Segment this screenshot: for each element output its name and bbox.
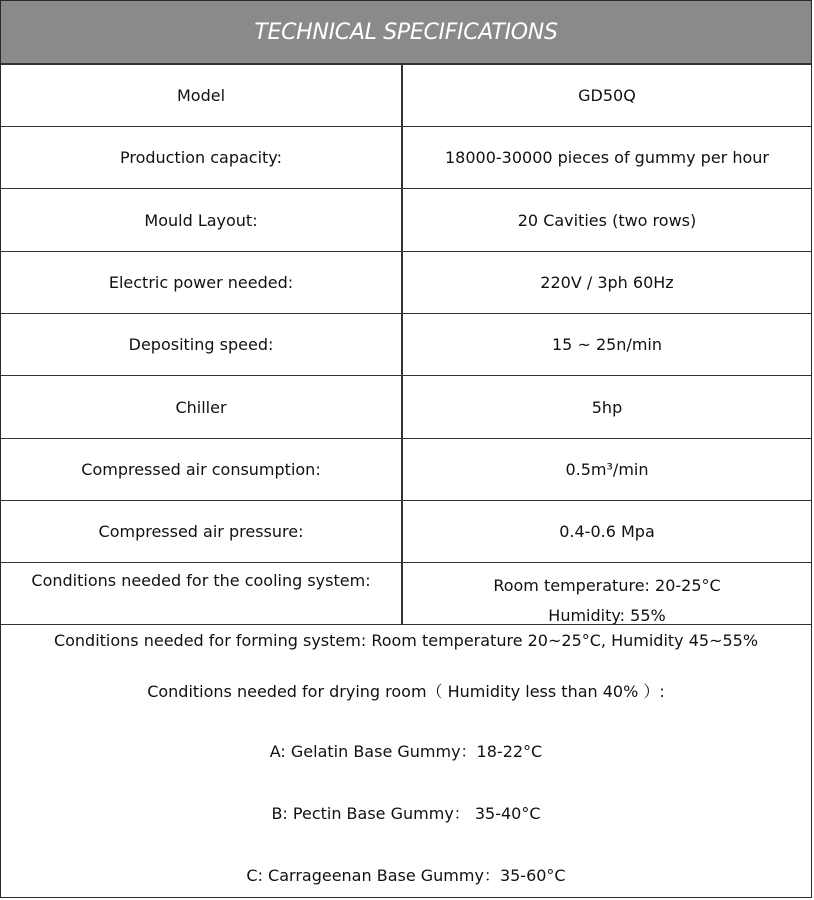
spec-label: Chiller <box>1 376 403 438</box>
spec-label: Mould Layout: <box>1 189 403 251</box>
spec-title: TECHNICAL SPECIFICATIONS <box>1 1 811 65</box>
spec-label: Compressed air consumption: <box>1 439 403 500</box>
spec-row-mould <box>1 189 811 252</box>
carrageenan-base-gummy: C: Carrageenan Base Gummy：35-60°C <box>246 866 566 885</box>
forming-conditions: Conditions needed for forming system: Room temperature 20~25°C, Humidity 45~55% <box>53 631 759 650</box>
cooling-humidity: Humidity: 55% <box>548 606 666 625</box>
spec-label: Model <box>1 65 403 126</box>
spec-value: 0.4-0.6 Mpa <box>559 522 655 541</box>
spec-label: Production capacity: <box>1 127 403 188</box>
spec-value: 5hp <box>591 397 623 417</box>
spec-value: 18000-30000 pieces of gummy per hour <box>444 148 769 167</box>
spec-row-capacity <box>1 127 811 189</box>
drying-room-conditions: Conditions needed for drying room（ Humidity less than 40% ）: <box>147 682 665 701</box>
spec-value <box>403 563 811 624</box>
cooling-room-temperature: Room temperature: 20-25°C <box>493 576 721 595</box>
spec-row-speed <box>1 314 811 376</box>
spec-value: 220V / 3ph 60Hz <box>540 273 674 292</box>
spec-row-model <box>1 65 811 127</box>
spec-value: 20 Cavities (two rows) <box>517 210 697 230</box>
spec-row-air-consumption <box>1 439 811 501</box>
spec-label: Compressed air pressure: <box>1 501 403 562</box>
spec-label: Electric power needed: <box>1 252 403 313</box>
spec-row-power <box>1 252 811 314</box>
spec-value: 0.5m³/min <box>565 460 649 479</box>
spec-row-cooling <box>1 563 811 625</box>
pectin-base-gummy: B: Pectin Base Gummy： 35-40°C <box>271 804 541 823</box>
gelatin-base-gummy: A: Gelatin Base Gummy：18-22°C <box>269 742 543 761</box>
spec-value: GD50Q <box>578 86 636 105</box>
spec-row-chiller <box>1 376 811 439</box>
spec-label: Depositing speed: <box>1 314 403 375</box>
spec-label: Conditions needed for the cooling system: <box>1 563 403 624</box>
spec-value: 15 ~ 25n/min <box>552 335 662 354</box>
spec-row-air-pressure <box>1 501 811 563</box>
